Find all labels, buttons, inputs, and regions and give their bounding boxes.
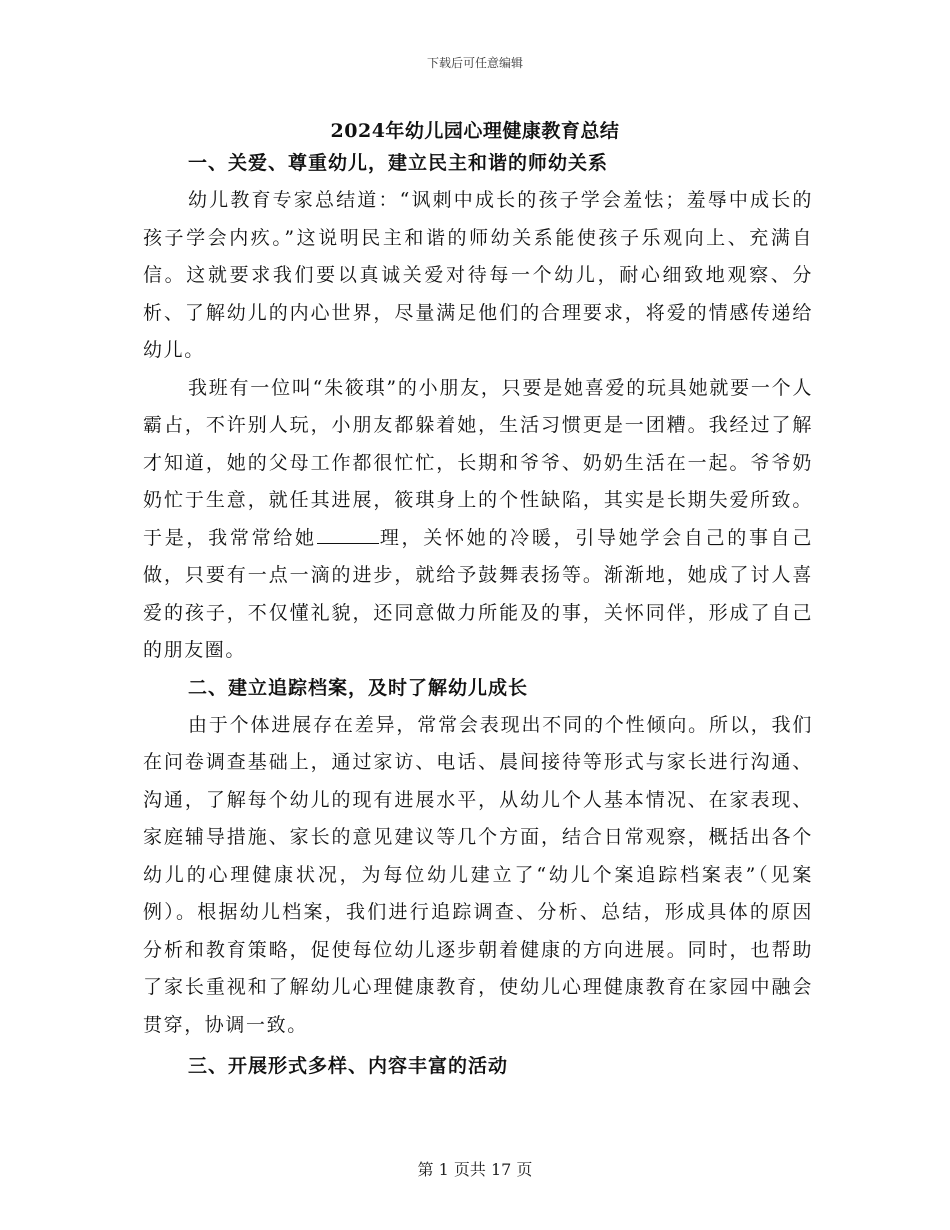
paragraph-2 (143, 370, 813, 670)
section-heading-1: 一、关爱、尊重幼儿，建立民主和谐的师幼关系 (188, 152, 609, 174)
paragraph-2-part-1: 我班有一位叫“朱筱琪”的小朋友，只要是她喜爱的玩具她就要一个人霸占，不许别人玩，小朋友都躲着她，生活习惯更是一团糟。我经过了解才知道，她的父母工作都很忙忙，长期和爷爷、奶奶生活在一起。爷爷奶奶忙于生意，就任其进展，筱琪身上的个性缺陷，其实是长期失爱所致。于是，我常常给她 (143, 376, 813, 549)
page-number: 第 1 页共 17 页 (417, 1160, 533, 1179)
paragraph-2-part-2: 理，关怀她的冷暖，引导她学会自己的事自己做，只要有一点一滴的进步，就给予鼓舞表扬等。渐渐地，她成了讨人喜爱的孩子，不仅懂礼貌，还同意做力所能及的事，关怀同伴，形成了自己的朋友圈。 (143, 526, 813, 661)
paragraph-1: 幼儿教育专家总结道：“讽刺中成长的孩子学会羞怯；羞辱中成长的孩子学会内疚。”这说明民主和谐的师幼关系能使孩子乐观向上、充满自信。这就要求我们要以真诚关爱对待每一个幼儿，耐心细致地观察、分析、了解幼儿的内心世界，尽量满足他们的合理要求，将爱的情感传递给幼儿。 (143, 189, 813, 361)
document-body (143, 145, 813, 1085)
section-heading-2: 二、建立追踪档案，及时了解幼儿成长 (188, 676, 529, 699)
fill-in-blank (317, 525, 379, 544)
section-heading-3: 三、开展形式多样、内容丰富的活动 (188, 1055, 509, 1077)
document-title: 2024年幼儿园心理健康教育总结 (330, 120, 620, 142)
header-note: 下载后可任意编辑 (426, 56, 523, 70)
paragraph-3: 由于个体进展存在差异，常常会表现出不同的个性倾向。所以，我们在问卷调查基础上，通过家访、电话、晨间接待等形式与家长进行沟通、沟通，了解每个幼儿的现有进展水平，从幼儿个人基本情况、在家表现、家庭辅导措施、家长的意见建议等几个方面，结合日常观察，概括出各个幼儿的心理健康状况，为每位幼儿建立了“幼儿个案追踪档案表”（见案例）。根据幼儿档案，我们进行追踪调查、分析、总结，形成具体的原因分析和教育策略，促使每位幼儿逐步朝着健康的方向进展。同时，也帮助了家长重视和了解幼儿心理健康教育，使幼儿心理健康教育在家园中融会贯穿，协调一致。 (143, 713, 813, 1036)
